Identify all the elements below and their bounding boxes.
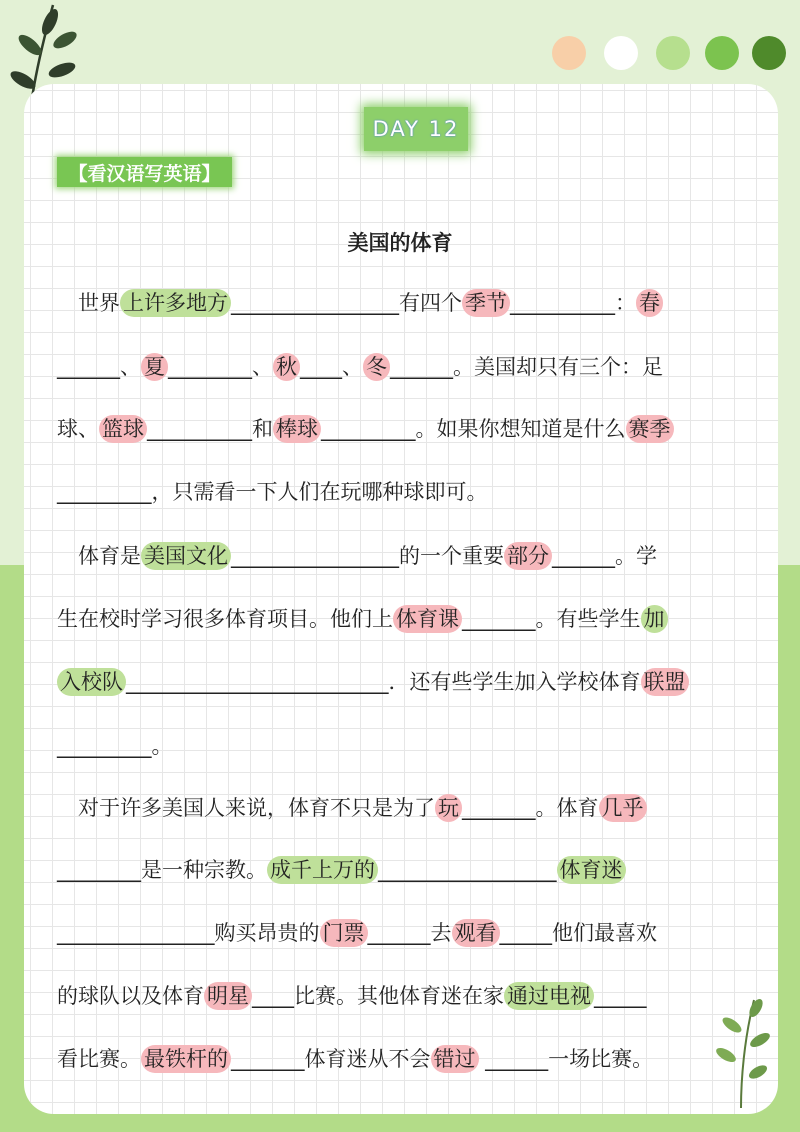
day-badge: DAY 12	[364, 107, 468, 151]
passage-line	[57, 730, 173, 760]
passage-line	[57, 854, 626, 884]
passage-text: _________。如果你想知道是什么	[321, 417, 626, 441]
passage-line	[57, 351, 663, 381]
passage-line	[57, 540, 657, 570]
highlighted-phrase: 观看	[452, 919, 500, 947]
passage-text: 体育是	[57, 544, 141, 568]
highlighted-phrase: 成千上万的	[267, 856, 378, 884]
passage-text: _______。体育	[462, 796, 599, 820]
highlighted-phrase: 联盟	[641, 668, 689, 696]
section-label: 【看汉语写英语】	[57, 157, 232, 187]
passage-text: _______体育迷从不会	[231, 1047, 431, 1071]
highlighted-phrase: 秋	[273, 353, 300, 381]
passage-line	[57, 476, 488, 506]
highlighted-phrase: 通过电视	[504, 982, 594, 1010]
passage-text: _________。	[57, 734, 173, 758]
passage-line	[57, 917, 657, 947]
highlighted-phrase: 体育课	[393, 605, 462, 633]
passage-text: ________________的一个重要	[231, 544, 504, 568]
highlighted-phrase: 明星	[204, 982, 252, 1010]
passage-text: _____	[594, 984, 647, 1008]
passage-text: ________________有四个	[231, 291, 462, 315]
passage-text: __________：	[510, 291, 636, 315]
highlighted-phrase: 入校队	[57, 668, 126, 696]
passage-text: ____比赛。其他体育迷在家	[252, 984, 504, 1008]
highlighted-phrase: 冬	[363, 353, 390, 381]
passage-text: ________是一种宗教。	[57, 858, 267, 882]
highlighted-phrase: 门票	[320, 919, 368, 947]
highlighted-phrase: 篮球	[99, 415, 147, 443]
passage-text: _______________购买昂贵的	[57, 921, 320, 945]
highlighted-phrase: 体育迷	[557, 856, 626, 884]
passage-text: ______。学	[552, 544, 657, 568]
highlighted-phrase: 错过	[431, 1045, 479, 1073]
highlighted-phrase: 玩	[435, 794, 462, 822]
passage-text: __________和	[147, 417, 273, 441]
passage-line	[57, 792, 647, 822]
highlighted-phrase: 美国文化	[141, 542, 231, 570]
passage-line	[57, 603, 668, 633]
passage-text: 看比赛。	[57, 1047, 141, 1071]
highlighted-phrase: 上许多地方	[120, 289, 231, 317]
passage-text: 对于许多美国人来说，体育不只是为了	[57, 796, 435, 820]
passage-line	[57, 1043, 653, 1073]
highlighted-phrase: 季节	[462, 289, 510, 317]
passage-text: ______。美国却只有三个：足	[390, 355, 663, 379]
leaf-sprig-icon	[696, 990, 776, 1110]
page-title: 美国的体育	[347, 231, 453, 255]
passage-text: 的球队以及体育	[57, 984, 204, 1008]
passage-text: ______、	[57, 355, 141, 379]
highlighted-phrase: 棒球	[273, 415, 321, 443]
passage-text: ____、	[300, 355, 363, 379]
passage-text: _________________________．还有些学生加入学校体育	[126, 670, 641, 694]
color-dot	[604, 36, 638, 70]
passage-line	[57, 287, 663, 317]
highlighted-phrase: 几乎	[599, 794, 647, 822]
passage-text: _____他们最喜欢	[499, 921, 657, 945]
passage-text: _______。有些学生	[462, 607, 641, 631]
passage-text: ______一场比赛。	[478, 1047, 654, 1071]
highlighted-phrase: 夏	[141, 353, 168, 381]
color-dot	[705, 36, 739, 70]
passage-line	[57, 413, 674, 443]
passage-text: ______去	[367, 921, 452, 945]
passage-line	[57, 980, 647, 1010]
color-dot	[752, 36, 786, 70]
highlighted-phrase: 部分	[504, 542, 552, 570]
highlighted-phrase: 春	[636, 289, 663, 317]
color-dot	[552, 36, 586, 70]
passage-text: 世界	[57, 291, 120, 315]
highlighted-phrase: 最铁杆的	[141, 1045, 231, 1073]
passage-line	[57, 666, 689, 696]
passage-text: 生在校时学习很多体育项目。他们上	[57, 607, 393, 631]
passage-text: ________、	[168, 355, 273, 379]
highlighted-phrase: 赛季	[626, 415, 674, 443]
passage-text: _________，只需看一下人们在玩哪种球即可。	[57, 480, 488, 504]
passage-text: _________________	[378, 858, 557, 882]
passage-text: 球、	[57, 417, 99, 441]
color-dot	[656, 36, 690, 70]
highlighted-phrase: 加	[641, 605, 668, 633]
